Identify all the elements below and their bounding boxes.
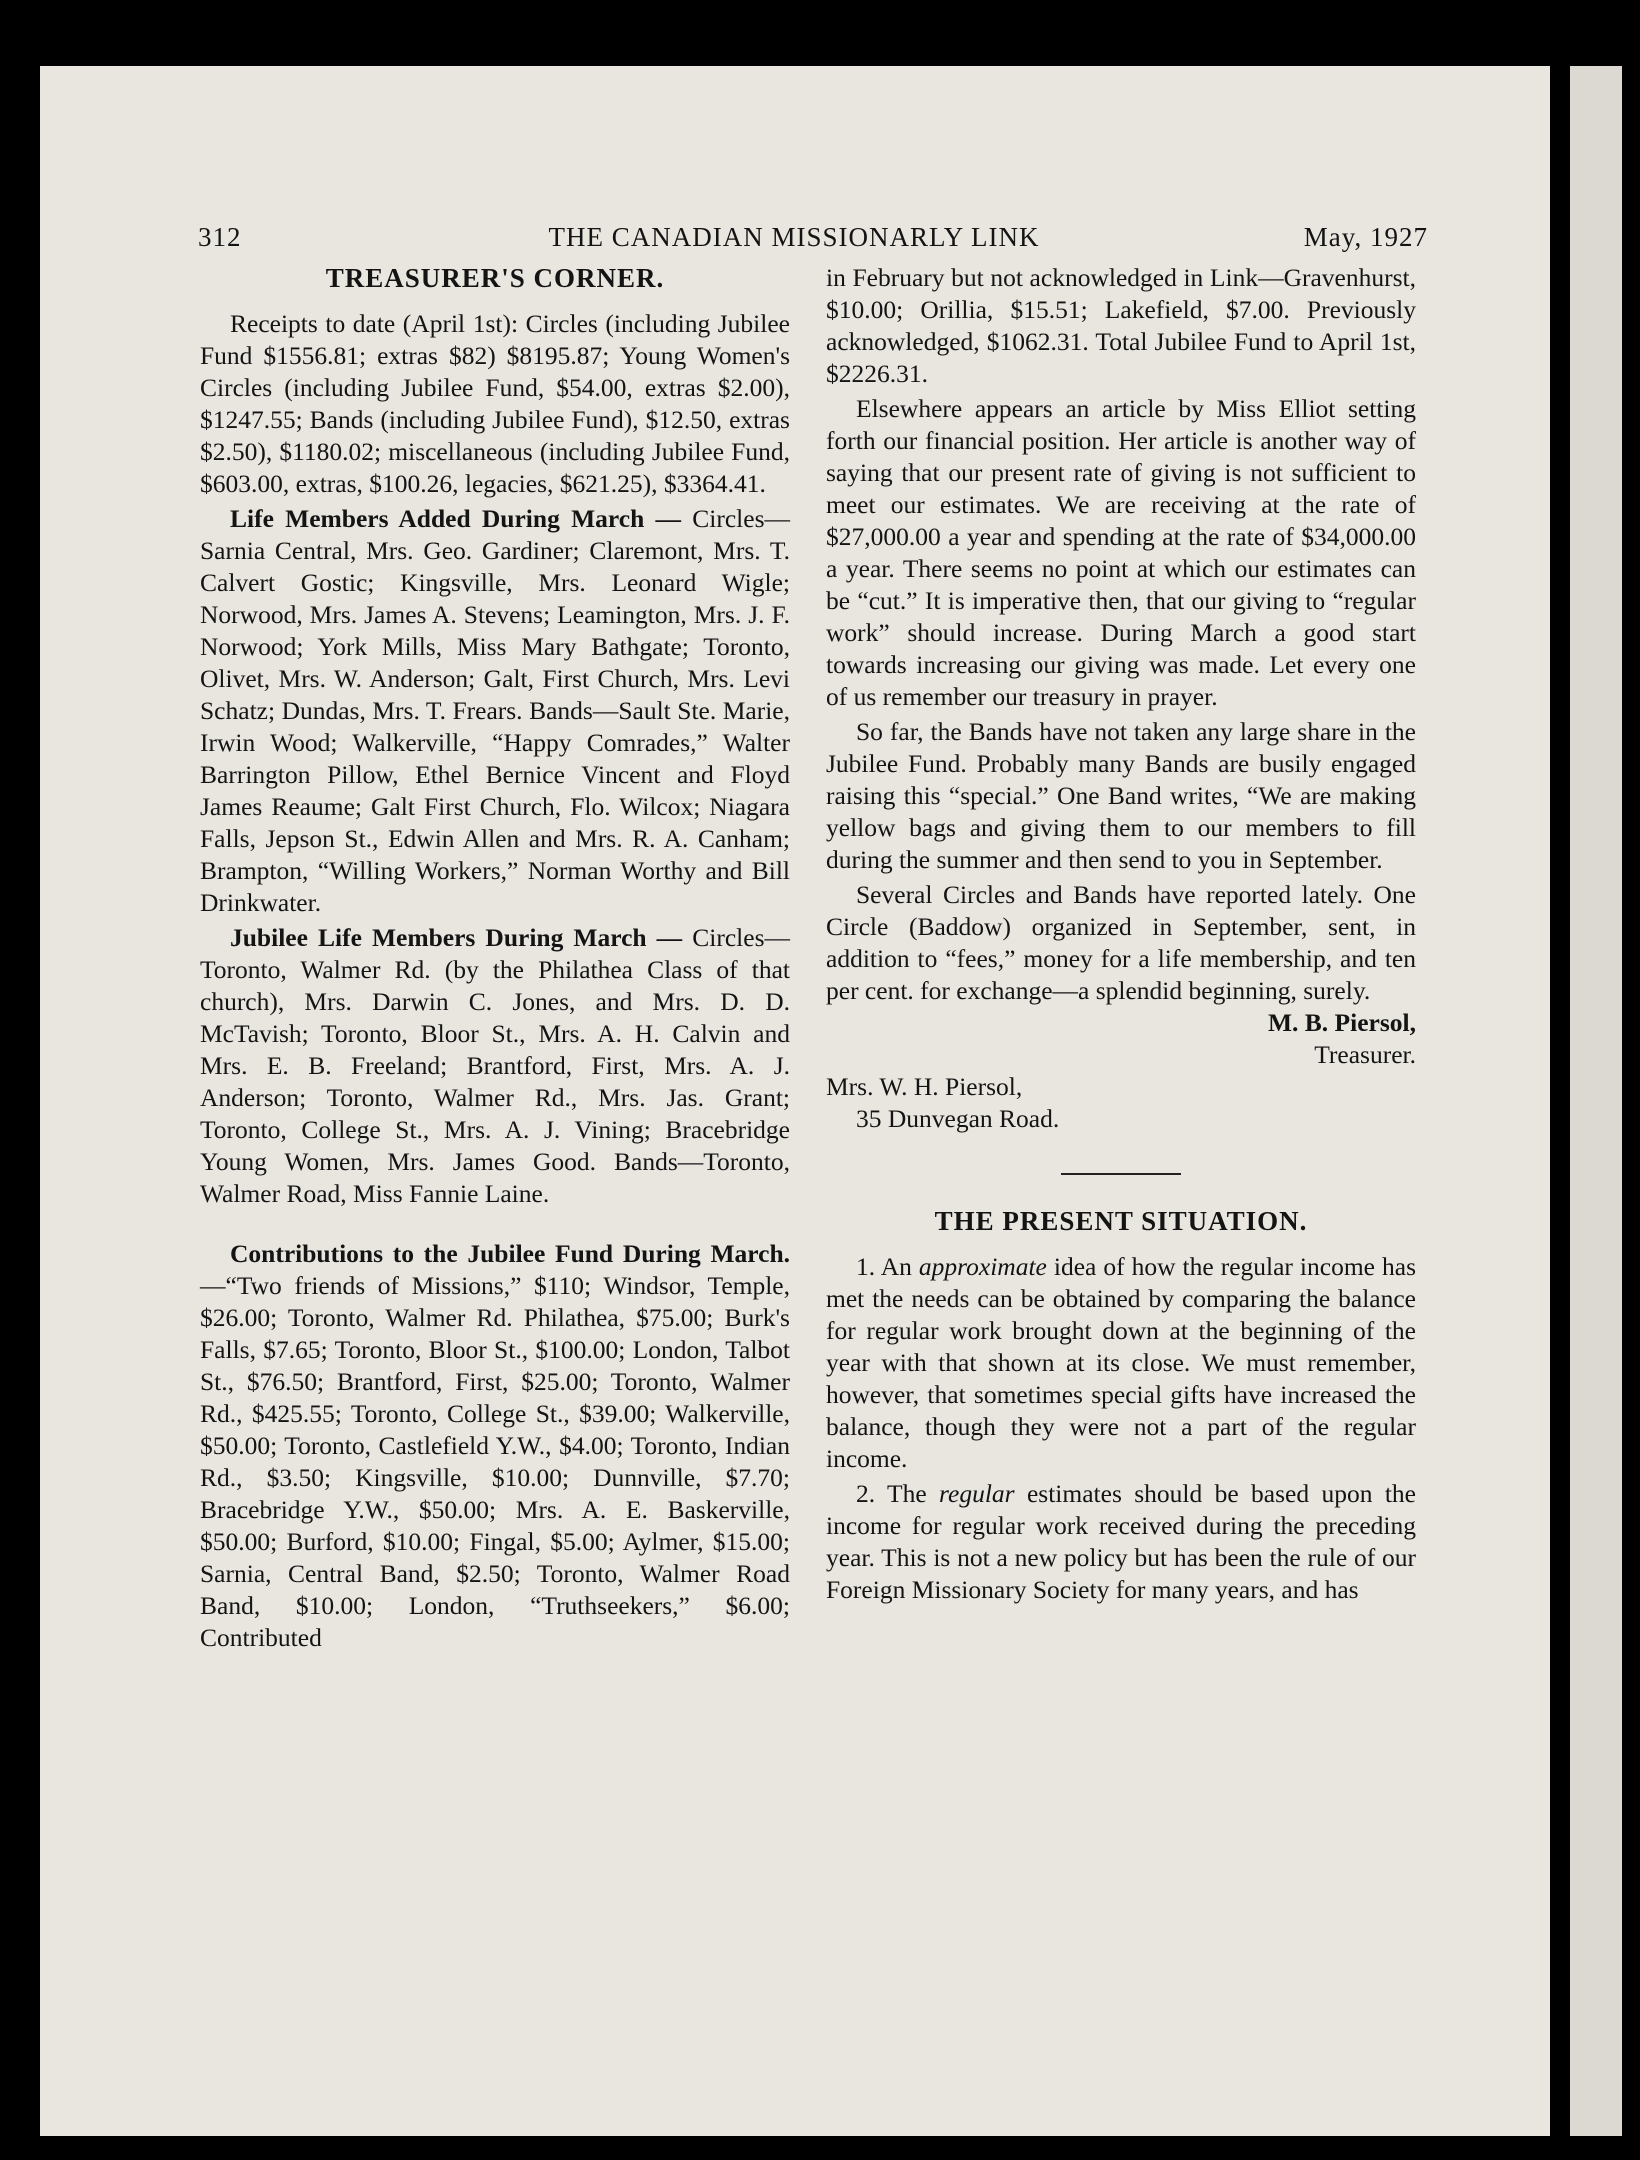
next-page-edge: [1560, 66, 1622, 2136]
running-header: [160, 222, 1428, 256]
financial-position-paragraph: Elsewhere appears an article by Miss Elliot setting forth our financial position. Her article is another way of saying that our present rate of giving is not sufficient to meet our estimates. We are receiving at the rate of $27,000.00 a year and spending at the rate of $34,000.00 a year. There seems no point at which our estimates can be “cut.” It is imperative then, that our giving to “regular work” should increase. During March a good start towards increasing our giving was made. Let every one of us remember our treasury in prayer.: [826, 394, 1416, 711]
jubilee-members-heading: Jubilee Life Members During March —: [230, 923, 683, 952]
contributions-text: —“Two friends of Missions,” $110; Windsor, Temple, $26.00; Toronto, Walmer Rd. Philathea, $75.00; Burk's Falls, $7.65; Toronto, Bloor St., $100.00; London, Talbot St., $76.50; Brantford, First, $25.00; Toronto, Walmer Rd., $425.55; Toronto, College St., $39.00; Walkerville, $50.00; Toronto, Castlefield Y.W., $4.00; Toronto, Indian Rd., $3.50; Kingsville, $10.00; Dunnville, $7.70; Bracebridge Y.W., $50.00; Mrs. A. E. Baskerville, $50.00; Burford, $10.00; Fingal, $5.00; Aylmer, $15.00; Sarnia, Central Band, $2.50; Toronto, Walmer Road Band, $10.00; London, “Truthseekers,” $6.00; Contributed: [200, 1271, 790, 1652]
bands-paragraph: So far, the Bands have not taken any large share in the Jubilee Fund. Probably many Bands are busily engaged raising this “special.” One Band writes, “We are making yellow bags and giving them to our members to fill during the summer and then send to you in September.: [826, 717, 1416, 874]
present-situation-heading: THE PRESENT SITUATION.: [934, 1206, 1308, 1236]
signature-name-text: M. B. Piersol,: [1267, 1008, 1416, 1037]
section-gap: [200, 1210, 790, 1238]
jubilee-continuation: in February but not acknowledged in Link—Gravenhurst, $10.00; Orillia, $15.51; Lakefield, $7.00. Previously acknowledged, $1062.31. Total Jubilee Fund to April 1st, $2226.31.: [826, 263, 1416, 388]
jubilee-members-paragraph: [200, 922, 790, 1210]
item-2-text: estimates should be based upon the income for regular work received during the preceding year. This is not a new policy but has been the rule of our Foreign Missionary Society for many years, and has: [826, 1479, 1416, 1604]
item-1-emphasis: approximate: [918, 1252, 1047, 1281]
page-number: 312: [198, 222, 242, 252]
item-1-paragraph: [826, 1251, 1416, 1475]
signature-name: [826, 1007, 1416, 1039]
contributions-paragraph: [200, 1238, 790, 1654]
jubilee-members-text: Circles—Toronto, Walmer Rd. (by the Philathea Class of that church), Mrs. Darwin C. Jones, and Mrs. D. D. McTavish; Toronto, Bloor St., Mrs. A. H. Calvin and Mrs. E. B. Freeland; Brantford, First, Mrs. A. J. Anderson; Toronto, Walmer Rd., Mrs. Jas. Grant; Toronto, College St., Mrs. A. J. Vining; Bracebridge Young Women, Mrs. James Good. Bands—Toronto, Walmer Road, Miss Fannie Laine.: [200, 923, 790, 1208]
item-2-paragraph: [826, 1478, 1416, 1606]
circles-report-paragraph: Several Circles and Bands have reported lately. One Circle (Baddow) organized in September, sent, in addition to “fees,” money for a life membership, and ten per cent. for exchange—a splendid beginning, surely.: [826, 880, 1416, 1005]
item-2-emphasis: regular: [939, 1479, 1015, 1508]
item-2-prefix: 2. The: [856, 1479, 940, 1508]
item-1-prefix: 1. An: [856, 1252, 919, 1281]
address-name: Mrs. W. H. Piersol,: [826, 1072, 1023, 1101]
life-members-text: Circles—Sarnia Central, Mrs. Geo. Gardiner; Claremont, Mrs. T. Calvert Gostic; Kingsville, Mrs. Leonard Wigle; Norwood, Mrs. James A. Stevens; Leamington, Mrs. J. F. Norwood; York Mills, Miss Mary Bathgate; Toronto, Olivet, Mrs. W. Anderson; Galt, First Church, Mrs. Levi Schatz; Dundas, Mrs. T. Frears. Bands—Sault Ste. Marie, Irwin Wood; Walkerville, “Happy Comrades,” Walter Barrington Pillow, Ethel Bernice Vincent and Floyd James Reaume; Galt First Church, Flo. Wilcox; Niagara Falls, Jepson St., Edwin Allen and Mrs. R. A. Canham; Brampton, “Willing Workers,” Norman Worthy and Bill Drinkwater.: [200, 504, 790, 917]
section-divider: [1061, 1173, 1181, 1175]
life-members-paragraph: [200, 503, 790, 919]
item-1-text: idea of how the regular income has met the needs can be obtained by comparing the balance for regular work brought down at the beginning of the year with that shown at its close. We must remember, however, that sometimes special gifts have increased the balance, though they were not a part of the regular income.: [826, 1252, 1416, 1473]
receipts-paragraph: Receipts to date (April 1st): Circles (including Jubilee Fund $1556.81; extras $82) $8195.87; Young Women's Circles (including Jubilee Fund, $54.00, extras $2.00), $1247.55; Bands (including Jubilee Fund), $12.50, extras $2.50), $1180.02; miscellaneous (including Jubilee Fund, $603.00, extras, $100.26, legacies, $621.25), $3364.41.: [200, 309, 790, 498]
life-members-heading: Life Members Added During March —: [230, 504, 682, 533]
signature-title: Treasurer.: [1314, 1040, 1416, 1069]
left-column: [200, 262, 790, 1654]
right-column: [826, 262, 1416, 1606]
address-street: 35 Dunvegan Road.: [856, 1104, 1060, 1133]
publication-title: THE CANADIAN MISSIONARLY LINK: [548, 222, 1040, 252]
contributions-heading: Contributions to the Jubilee Fund During March.: [230, 1239, 790, 1268]
issue-date: May, 1927: [1303, 222, 1428, 252]
treasurers-corner-heading: TREASURER'S CORNER.: [325, 263, 665, 293]
